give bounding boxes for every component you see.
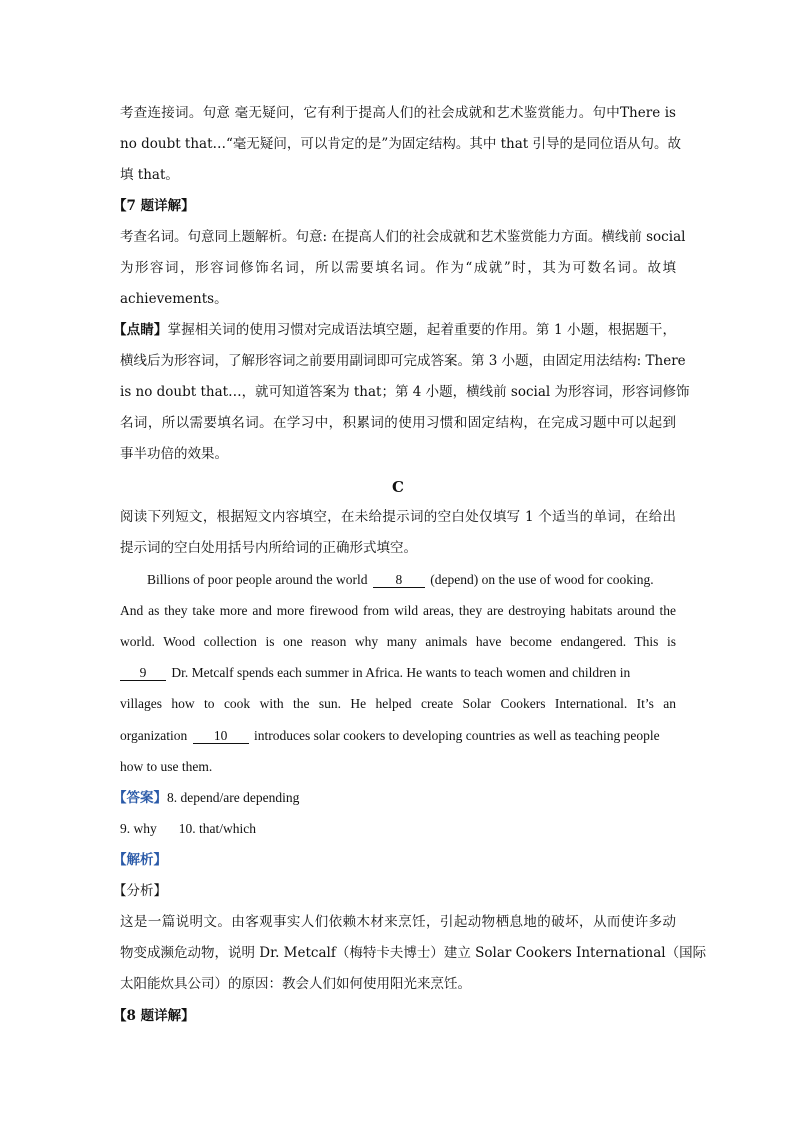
- passage-text: Billions of poor people around the world: [147, 572, 368, 587]
- answer-line: [113, 789, 669, 807]
- instruction-line: 提示词的空白处用括号内所给词的正确形式填空。: [120, 540, 417, 556]
- passage-text: Dr. Metcalf spends each summer in Africa. He wants to teach women and children in: [171, 665, 631, 680]
- text-line: 考查连接词。句意 毫无疑问，它有利于提高人们的社会成就和艺术鉴赏能力。句中There is: [120, 105, 676, 121]
- passage-text: organization: [120, 728, 188, 743]
- passage-line: [120, 664, 676, 682]
- text-line: 横线后为形容词，了解形容词之前要用副词即可完成答案。第 3 小题，由固定用法结构: There: [120, 353, 686, 369]
- passage-line: world. Wood collection is one reason why many animals have become endangered. This is: [120, 634, 676, 649]
- text-line: 物变成濒危动物，说明 Dr. Metcalf（梅特卡夫博士）建立 Solar Cookers International（国际: [120, 945, 707, 961]
- passage-text: introduces solar cookers to developing countries as well as teaching people: [253, 728, 660, 743]
- q8-header: 【8 题详解】: [113, 1008, 195, 1024]
- analysis-sub-label: 【分析】: [113, 883, 167, 899]
- text-line: achievements。: [120, 291, 228, 307]
- passage-line: [120, 571, 703, 589]
- passage-line: how to use them.: [120, 759, 213, 774]
- analysis-label: 【解析】: [113, 852, 167, 868]
- answer-label: 【答案】: [113, 790, 167, 806]
- answer-line: [120, 820, 676, 838]
- text-line: 事半功倍的效果。: [120, 446, 228, 462]
- tips-line: [113, 321, 676, 339]
- section-title: C: [392, 478, 404, 496]
- blank-9: 9: [120, 665, 166, 681]
- text-line: 太阳能炊具公司）的原因：教会人们如何使用阳光来烹饪。: [120, 976, 471, 992]
- blank-8: 8: [373, 572, 425, 588]
- answer-10: 10. that/which: [178, 821, 256, 836]
- text-line: 考查名词。句意同上题解析。句意: 在提高人们的社会成就和艺术鉴赏能力方面。横线前 social: [120, 229, 686, 245]
- tips-text: 掌握相关词的使用习惯对完成语法填空题，起着重要的作用。第 1 小题，根据题干，: [167, 322, 677, 338]
- text-line: 为形容词，形容词修饰名词，所以需要填名词。作为“成就”时，其为可数名词。故填: [120, 260, 676, 276]
- tips-label: 【点睛】: [113, 322, 168, 338]
- text-line: 填 that。: [120, 167, 179, 183]
- passage-line: villages how to cook with the sun. He helped create Solar Cookers International. It’s an: [120, 696, 676, 711]
- passage-line: [120, 727, 676, 745]
- passage-text: (depend) on the use of wood for cooking.: [430, 572, 654, 587]
- answer-8: 8. depend/are depending: [167, 790, 300, 805]
- text-line: 这是一篇说明文。由客观事实人们依赖木材来烹饪，引起动物栖息地的破坏，从而使许多动: [120, 914, 676, 930]
- blank-10: 10: [193, 728, 249, 744]
- text-line: no doubt that…“毫无疑问，可以肯定的是”为固定结构。其中 that 引导的是同位语从句。故: [120, 136, 682, 152]
- answer-9: 9. why: [120, 821, 157, 836]
- q7-header: 【7 题详解】: [113, 198, 195, 214]
- text-line: is no doubt that…，就可知道答案为 that；第 4 小题，横线前 social 为形容词，形容词修饰: [120, 384, 690, 400]
- passage-line: And as they take more and more firewood from wild areas, they are destroying habitats around the: [120, 603, 676, 618]
- text-line: 名词，所以需要填名词。在学习中，积累词的使用习惯和固定结构，在完成习题中可以起到: [120, 415, 676, 431]
- instruction-line: 阅读下列短文，根据短文内容填空，在未给提示词的空白处仅填写 1 个适当的单词，在给出: [120, 509, 676, 525]
